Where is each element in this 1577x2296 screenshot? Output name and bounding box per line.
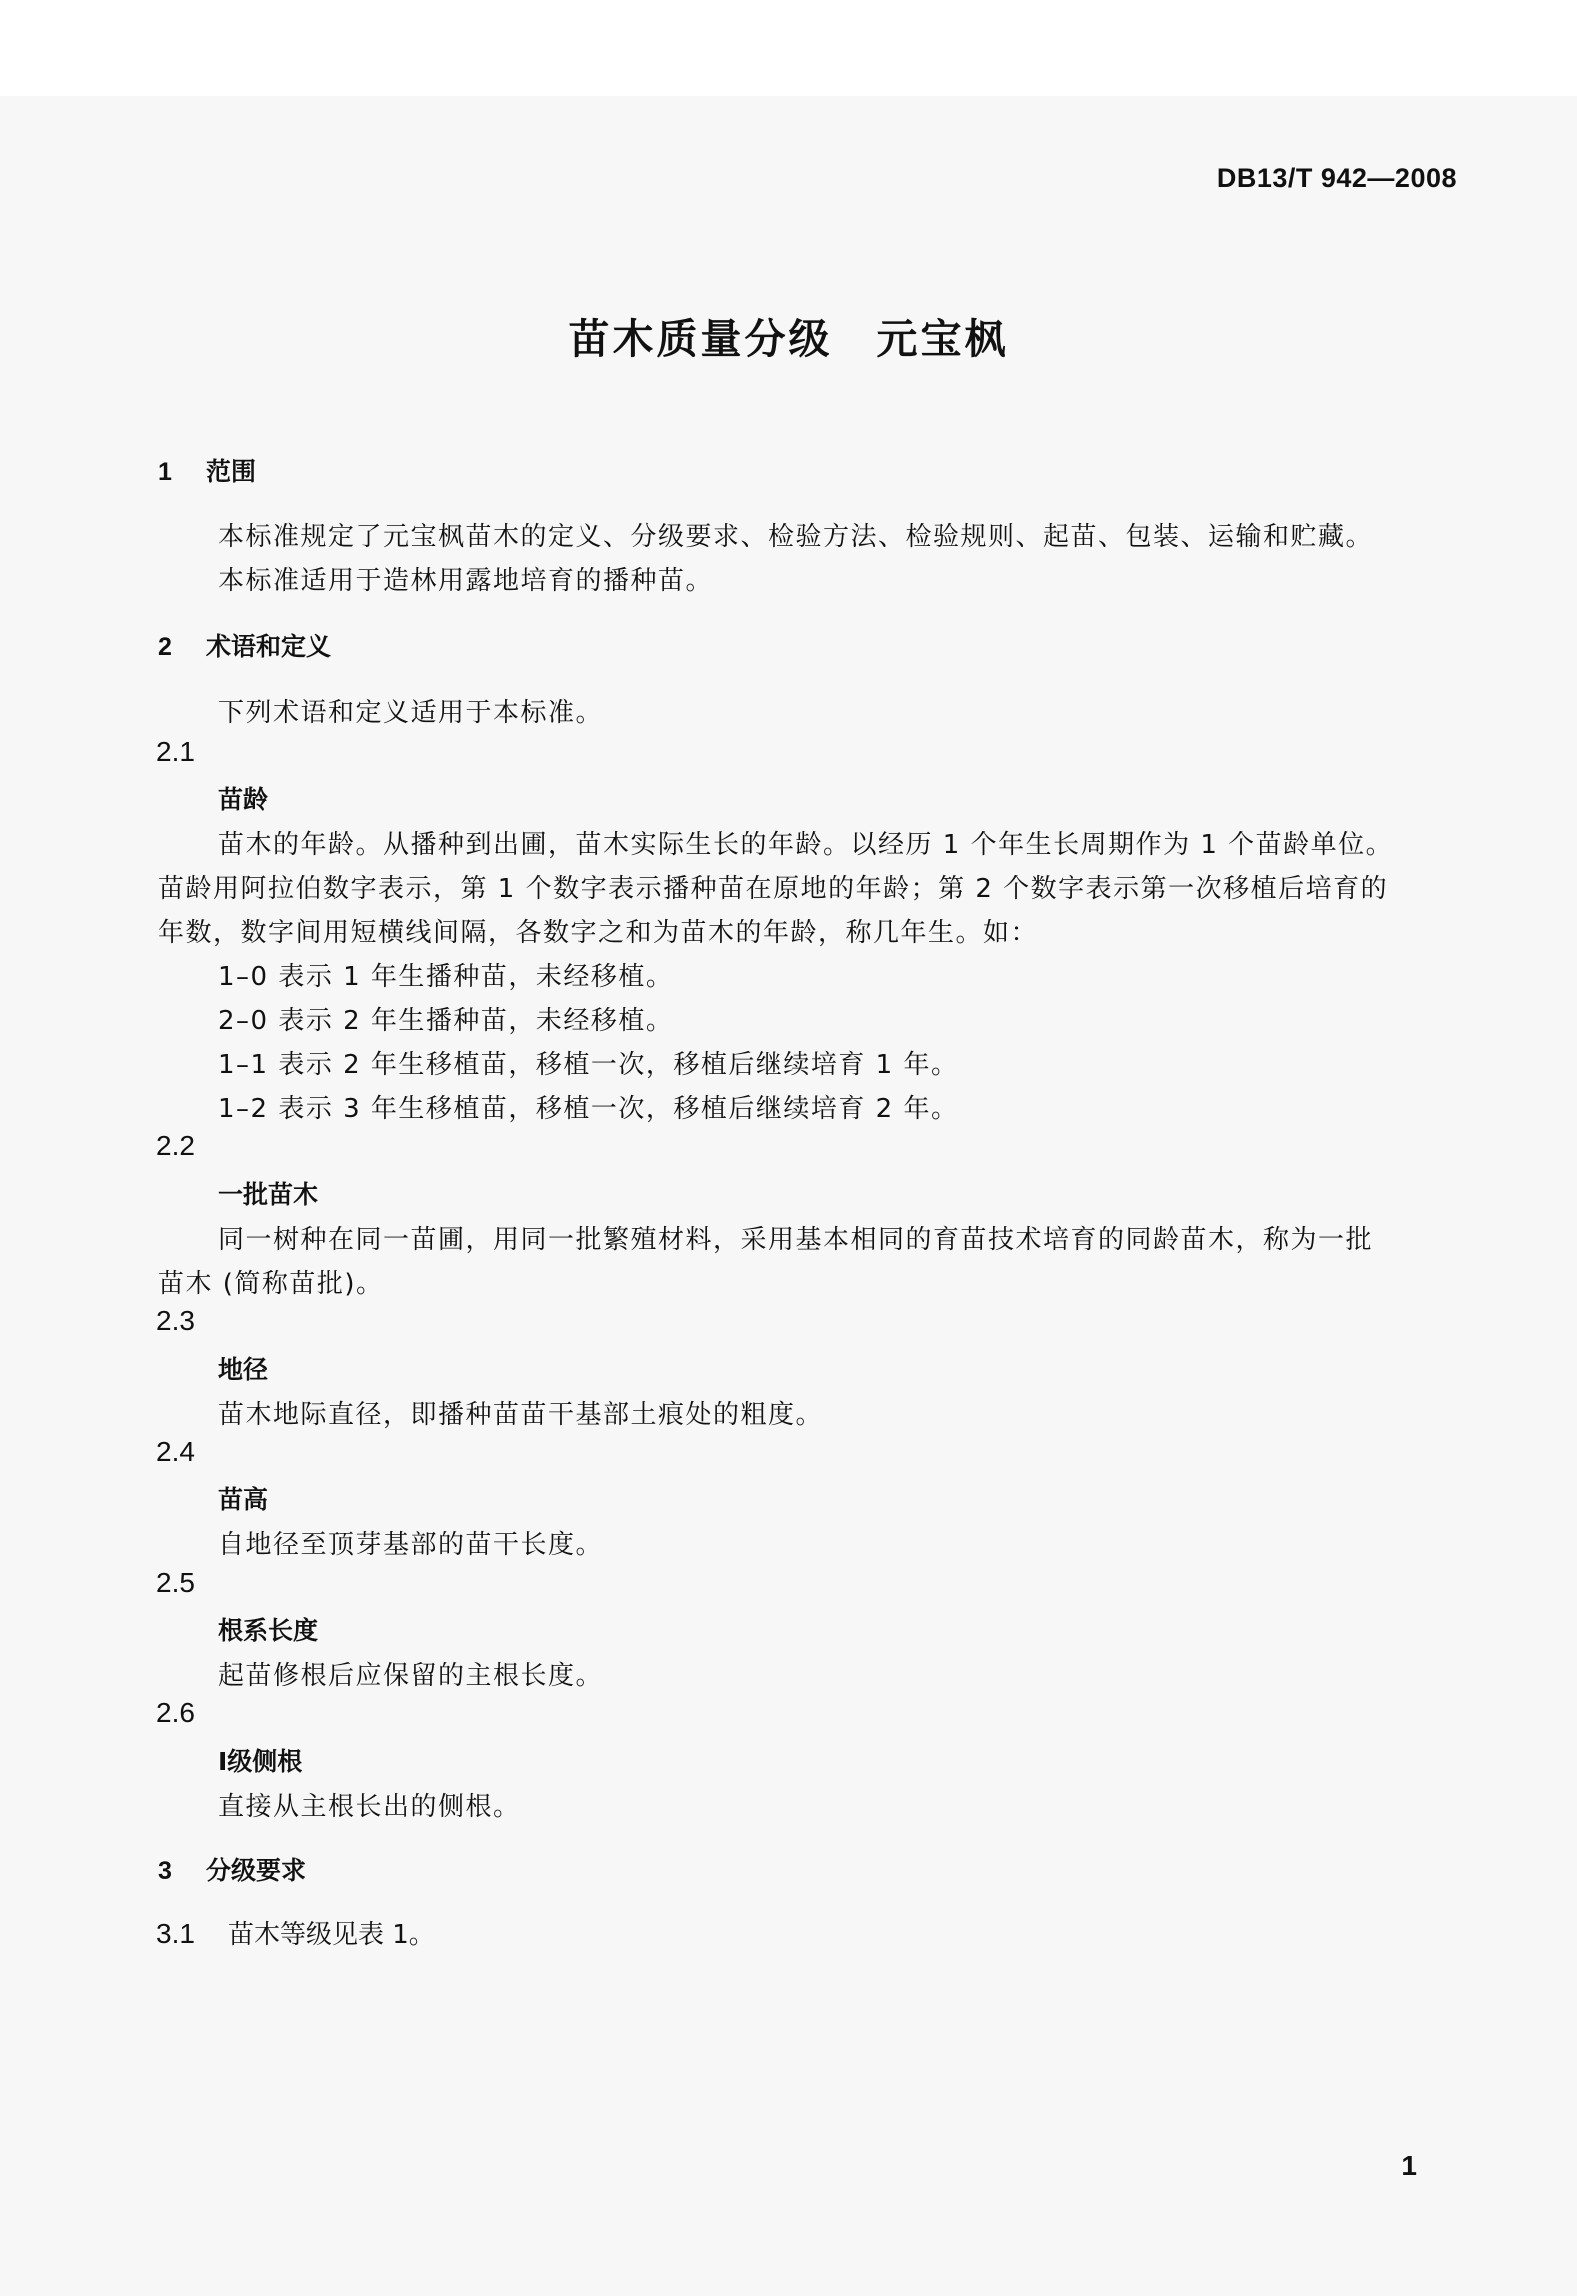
term-name: 地径 — [218, 1355, 269, 1384]
section-heading-terms — [158, 627, 331, 663]
section-number: 1 — [158, 458, 172, 486]
definition-line: 苗木的年龄。从播种到出圃，苗木实际生长的年龄。以经历 1 个年生长周期作为 1 个苗龄单位。 — [218, 830, 1394, 860]
section-heading-scope — [158, 452, 256, 488]
example-line: 1–1 表示 2 年生移植苗，移植一次，移植后继续培育 1 年。 — [218, 1050, 959, 1080]
paragraph: 本标准规定了元宝枫苗木的定义、分级要求、检验方法、检验规则、起苗、包装、运输和贮藏。 — [218, 522, 1374, 552]
section-title: 术语和定义 — [206, 632, 332, 661]
definition-line: 苗木 (简称苗批)。 — [158, 1269, 384, 1299]
standard-number: DB13/T 942—2008 — [1216, 163, 1457, 193]
page-number: 1 — [1401, 2150, 1417, 2181]
definition-line: 直接从主根长出的侧根。 — [218, 1792, 521, 1822]
paragraph: 下列术语和定义适用于本标准。 — [218, 698, 604, 728]
example-line: 2–0 表示 2 年生播种苗，未经移植。 — [218, 1006, 674, 1036]
section-number: 2 — [158, 633, 172, 661]
definition-line: 苗龄用阿拉伯数字表示，第 1 个数字表示播种苗在原地的年龄；第 2 个数字表示第一次移植后培育的 — [158, 874, 1389, 904]
term-name: 苗龄 — [218, 785, 269, 814]
clause-number: 2.2 — [156, 1130, 195, 1161]
section-title: 范围 — [206, 457, 257, 486]
document-title: 苗木质量分级 元宝枫 — [568, 315, 1009, 363]
paragraph: 本标准适用于造林用露地培育的播种苗。 — [218, 566, 714, 596]
example-line: 1–0 表示 1 年生播种苗，未经移植。 — [218, 962, 674, 992]
term-name: 根系长度 — [218, 1616, 319, 1645]
section-number: 3 — [158, 1857, 172, 1885]
clause-number: 2.3 — [156, 1305, 195, 1336]
definition-line: 自地径至顶芽基部的苗干长度。 — [218, 1530, 604, 1560]
term-name: 一批苗木 — [218, 1180, 319, 1209]
section-heading-grading — [158, 1851, 306, 1887]
definition-line: 起苗修根后应保留的主根长度。 — [218, 1661, 604, 1691]
example-line: 1–2 表示 3 年生移植苗，移植一次，移植后继续培育 2 年。 — [218, 1094, 959, 1124]
clause-number: 3.1 — [156, 1918, 195, 1949]
definition-line: 年数，数字间用短横线间隔，各数字之和为苗木的年龄，称几年生。如： — [158, 918, 1039, 948]
clause-number: 2.1 — [156, 736, 195, 767]
clause-text: 苗木等级见表 1。 — [228, 1920, 435, 1950]
term-name: 苗高 — [218, 1485, 269, 1514]
clause-number: 2.5 — [156, 1567, 195, 1598]
clause-number: 2.6 — [156, 1697, 195, 1728]
term-name: Ⅰ级侧根 — [218, 1747, 303, 1776]
sub-clause-3-1 — [156, 1914, 435, 1951]
clause-number: 2.4 — [156, 1436, 195, 1467]
section-title: 分级要求 — [206, 1856, 307, 1885]
definition-line: 苗木地际直径，即播种苗苗干基部土痕处的粗度。 — [218, 1400, 824, 1430]
definition-line: 同一树种在同一苗圃，用同一批繁殖材料，采用基本相同的育苗技术培育的同龄苗木，称为一批 — [218, 1225, 1374, 1255]
